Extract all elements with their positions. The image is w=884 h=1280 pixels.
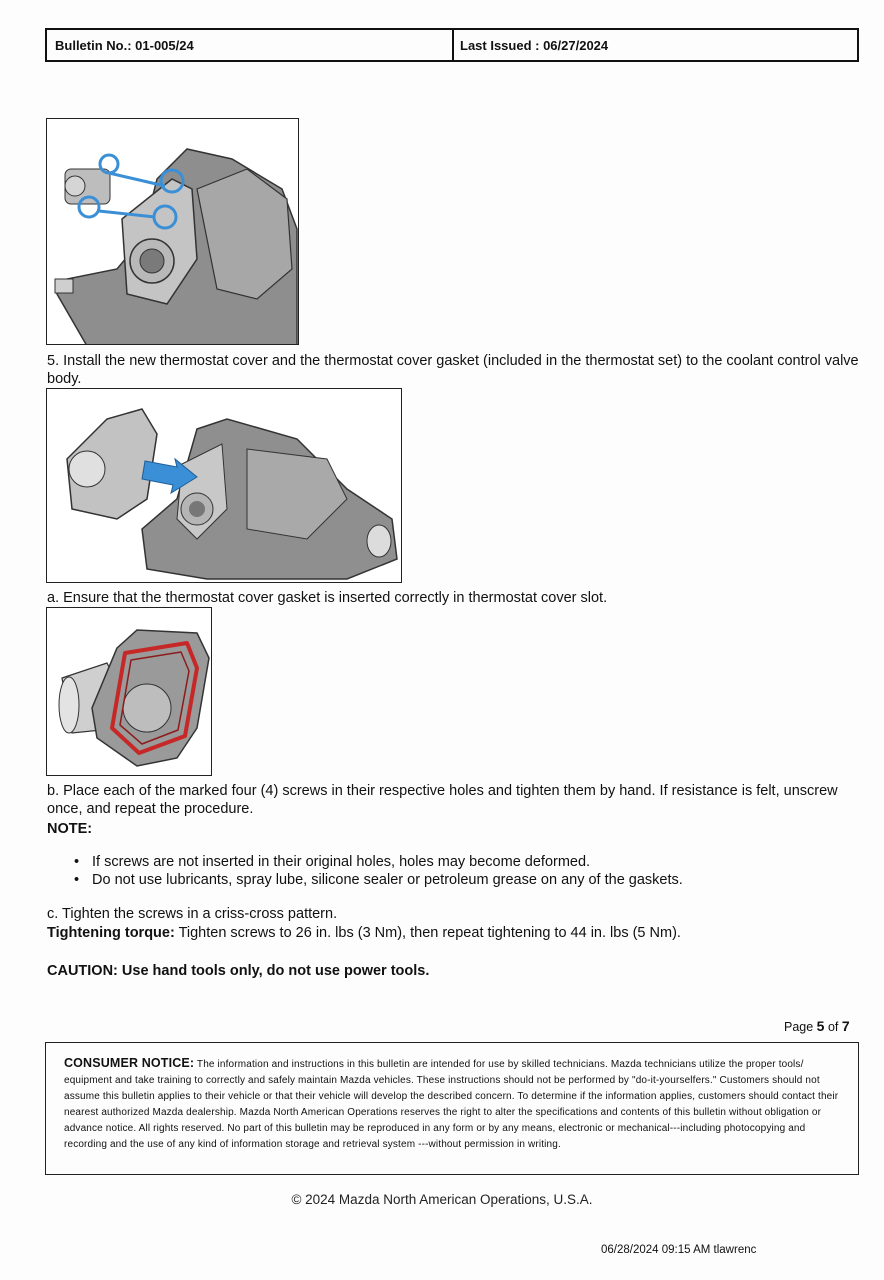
list-item: • Do not use lubricants, spray lube, silicone sealer or petroleum grease on any of the gaskets. [74,871,683,889]
notes-list [74,853,683,889]
figure-gasket-slot [46,607,212,776]
caution-text: CAUTION: Use hand tools only, do not use power tools. [47,963,430,979]
cover-install-illustration [47,389,402,583]
step-c-text: c. Tighten the screws in a criss-cross pattern. [47,906,338,922]
last-issued-date: Last Issued : 06/27/2024 [452,30,857,60]
print-timestamp: 06/28/2024 09:15 AM tlawrenc [601,1244,757,1256]
valve-body-illustration [47,119,299,345]
consumer-notice-body: The information and instructions in this bulletin are intended for use by skilled technicians. Mazda technicians utilize the proper tools/ equipment and take training to correctly and safely maintain Mazda vehicles. These instructions should not be performed by "do-it-yourselfers." Customers should not assume this bulletin applies to their vehicle or that their vehicle will develop the described concern. To determine if the information applies, customers should contact their nearest authorized Mazda dealership. Mazda North American Operations reserves the right to alter the specifications and contents of this bulletin without obligation or advance notice. All rights reserved. No part of this bulletin may be reproduced in any form or by any means, electronic or mechanical---including photocopying and recording and the use of any kind of information storage and retrieval system ---without permission in writing. [64,1059,839,1150]
page-number: Page 5 of 7 [784,1018,850,1034]
list-item: • If screws are not inserted in their original holes, holes may become deformed. [74,853,683,871]
step-a-text: a. Ensure that the thermostat cover gasket is inserted correctly in thermostat cover slot. [47,590,608,606]
torque-value: Tighten screws to 26 in. lbs (3 Nm), then repeat tightening to 44 in. lbs (5 Nm). [174,925,681,941]
note-label: NOTE: [47,821,93,837]
consumer-notice [45,1042,859,1175]
torque-label: Tightening torque: [47,925,175,941]
figure-screws-marked [46,118,299,345]
figure-install-cover [46,388,402,583]
bulletin-header [45,28,859,62]
copyright: © 2024 Mazda North American Operations, U.S.A. [291,1192,593,1207]
step-5-text: 5. Install the new thermostat cover and the thermostat cover gasket (included in the thermostat set) to the coolant control valve body. [47,353,859,387]
gasket-illustration [47,608,212,776]
tightening-torque [47,924,681,942]
bulletin-number: Bulletin No.: 01-005/24 [55,38,194,53]
consumer-notice-title: CONSUMER NOTICE: [64,1056,195,1070]
step-b-text: b. Place each of the marked four (4) screws in their respective holes and tighten them by hand. If resistance is felt, unscrew once, and repeat the procedure. [47,783,838,817]
